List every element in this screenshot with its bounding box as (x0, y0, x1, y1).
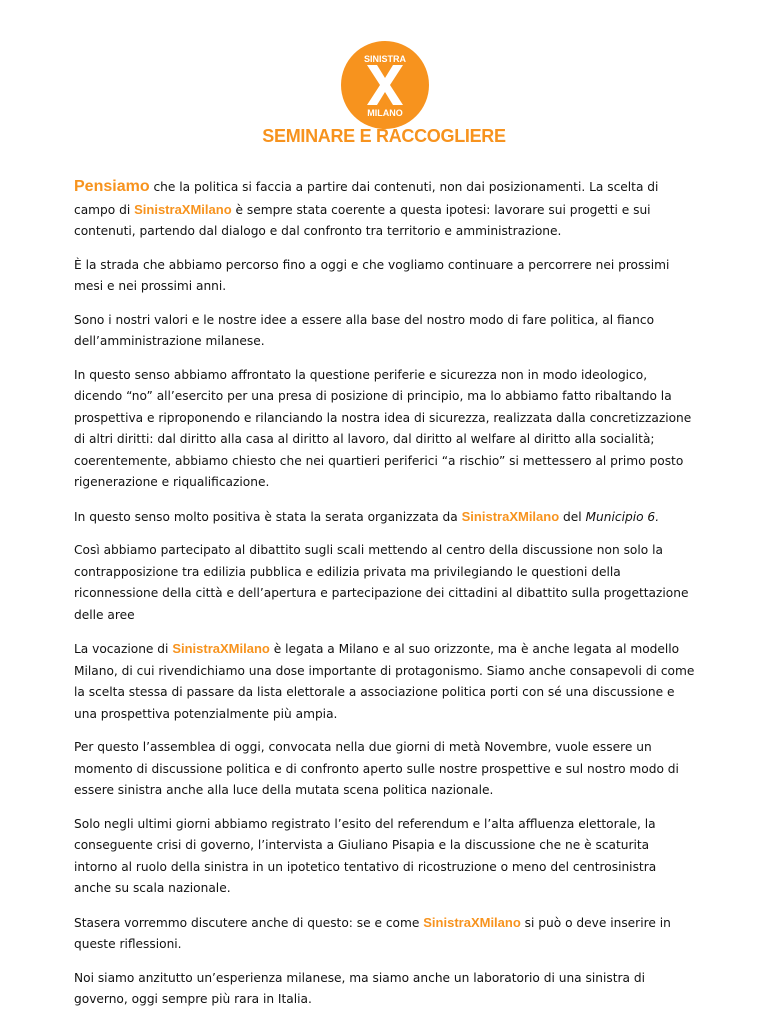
brand-name: SinistraXMilano (172, 641, 270, 656)
lead-word: Pensiamo (74, 178, 150, 195)
text-span: è legata a Milano e al suo orizzonte, ma è anche legata al modello Milano, di cui rivendichiamo una dose importante di protagonismo. Siamo anche consapevoli di come la scelta stessa di passare da lista elettorale a associazione politica porti con sé una discussione e una prospettiva potenzialmente più ampia. (74, 642, 695, 721)
paragraph-11: Noi siamo anzitutto un’esperienza milanese, ma siamo anche un laboratorio di una sinistra di governo, oggi sempre più rara in Italia. (74, 970, 645, 1006)
text-span: che la politica si faccia a partire dai contenuti, non dai posizionamenti. La scelta di campo di (74, 180, 659, 217)
text-span: del (559, 509, 586, 524)
text-span: è sempre stata coerente a questa ipotesi: lavorare sui progetti e sui contenuti, partendo dal dialogo e dal confronto tra territorio e amministrazione. (74, 202, 651, 238)
body-text (74, 176, 696, 1023)
brand-name: SinistraXMilano (423, 914, 521, 930)
paragraph-6: Così abbiamo partecipato al dibattito sugli scali mettendo al centro della discussione non solo la contrapposizione tra edilizia pubblica e edilizia privata ma privilegiando le questioni della riconnessione della città e dell’apertura e partecipazione dei cittadini al dibattito sulla progettazione delle aree (74, 543, 689, 622)
municipio-name: Municipio 6. (585, 509, 660, 524)
paragraph-9: Solo negli ultimi giorni abbiamo registrato l’esito del referendum e l’alta affluenza elettorale, la conseguente crisi di governo, l’intervista a Giuliano Pisapia e la discussione che ne è scaturita intorno al ruolo della sinistra in un ipotetico tentativo di ricostruzione o meno del centrosinistra anche su scala nazionale. (74, 816, 657, 895)
text-span: Stasera vorremmo discutere anche di questo: se e come (74, 915, 424, 930)
page-title: SEMINARE E RACCOGLIERE (262, 126, 506, 146)
text-span: La vocazione di (74, 642, 173, 656)
logo-top-text: SINISTRA (363, 54, 407, 64)
paragraph-4: In questo senso abbiamo affrontato la questione periferie e sicurezza non in modo ideologico, dicendo “no” all’esercito per una presa di posizione di principio, ma lo abbiamo fatto ribaltando la prospettiva e riproponendo e rilanciando la nostra idea di sicurezza, realizzata dalla concretizzazione di altri diritti: dal diritto alla casa al diritto al lavoro, dal diritto al welfare al diritto alla socialità; coerentemente, abbiamo chiesto che nei quartieri periferici “a rischio” si mettessero al primo posto rigenerazione e riqualificazione. (74, 367, 692, 489)
paragraph-7 (74, 638, 696, 725)
paragraph-2: È la strada che abbiamo percorso fino a oggi e che vogliamo continuare a percorrere nei prossimi mesi e nei prossimi anni. (74, 257, 670, 293)
brand-name: SinistraXMilano (461, 508, 560, 524)
paragraph-5 (74, 506, 696, 529)
paragraph-1 (74, 176, 696, 243)
brand-name: SinistraXMilano (134, 201, 232, 217)
text-span: si può o deve inserire in queste riflessioni. (74, 915, 671, 951)
sinistra-x-milano-logo (340, 40, 430, 130)
logo-bottom-text: MILANO (367, 108, 403, 118)
paragraph-8: Per questo l’assemblea di oggi, convocata nella due giorni di metà Novembre, vuole essere un momento di discussione politica e di confronto aperto sulle nostre prospettive e sul nostro modo di essere sinistra anche alla luce della mutata scena politica nazionale. (74, 740, 679, 797)
text-span: In questo senso molto positiva è stata la serata organizzata da (74, 509, 462, 524)
paragraph-10 (74, 912, 696, 956)
paragraph-3: Sono i nostri valori e le nostre idee a essere alla base del nostro modo di fare politica, al fianco dell’amministrazione milanese. (74, 312, 655, 348)
